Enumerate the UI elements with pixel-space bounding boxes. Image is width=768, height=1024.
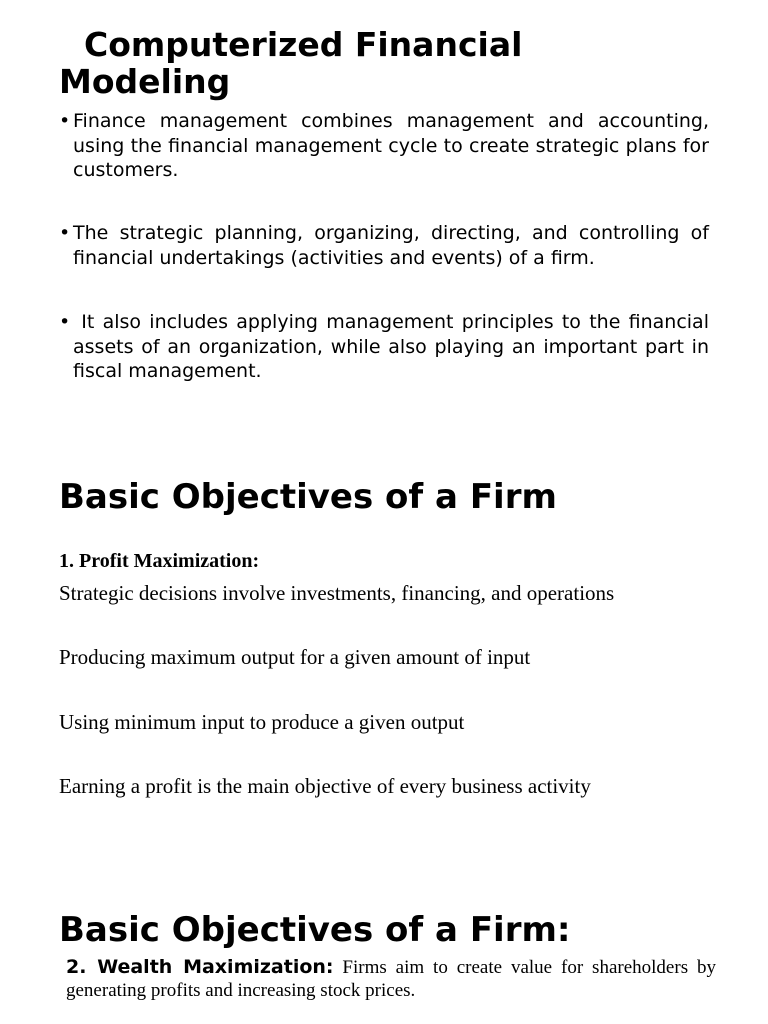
bullet-icon: • <box>59 311 71 333</box>
bullet-text: The strategic planning, organizing, directing, and controlling of financial undertakings (activities and events) of a firm. <box>73 222 709 269</box>
objective-line: Earning a profit is the main objective of every business activity <box>59 774 591 798</box>
objective-line: Strategic decisions involve investments, financing, and operations <box>59 581 615 605</box>
bullet-item <box>59 310 716 384</box>
objective-line: Using minimum input to produce a given output <box>59 710 465 734</box>
section-heading-objectives-2: Basic Objectives of a Firm: <box>59 910 571 950</box>
bullet-item <box>59 109 709 183</box>
page-title <box>59 26 699 100</box>
section-heading-objectives: Basic Objectives of a Firm <box>59 477 557 517</box>
wealth-maximization-paragraph <box>66 956 716 1002</box>
subheading-profit-maximization: 1. Profit Maximization: <box>59 550 260 572</box>
bullet-icon: • <box>59 110 71 132</box>
title-line-2: Modeling <box>59 62 231 101</box>
wealth-maximization-text: Firms aim to create value for shareholders by generating profits and increasing stock prices. <box>66 957 716 1001</box>
bullet-item <box>59 221 709 270</box>
title-line-1: Computerized Financial <box>84 25 523 64</box>
bullet-text: Finance management combines management and accounting, using the financial management cycle to create strategic plans for customers. <box>73 110 709 181</box>
bullet-icon: • <box>59 222 71 244</box>
wealth-maximization-label: 2. Wealth Maximization: <box>66 956 334 978</box>
objective-line: Producing maximum output for a given amount of input <box>59 645 531 669</box>
bullet-text: It also includes applying management principles to the financial assets of an organization, while also playing an important part in fiscal management. <box>73 311 716 382</box>
